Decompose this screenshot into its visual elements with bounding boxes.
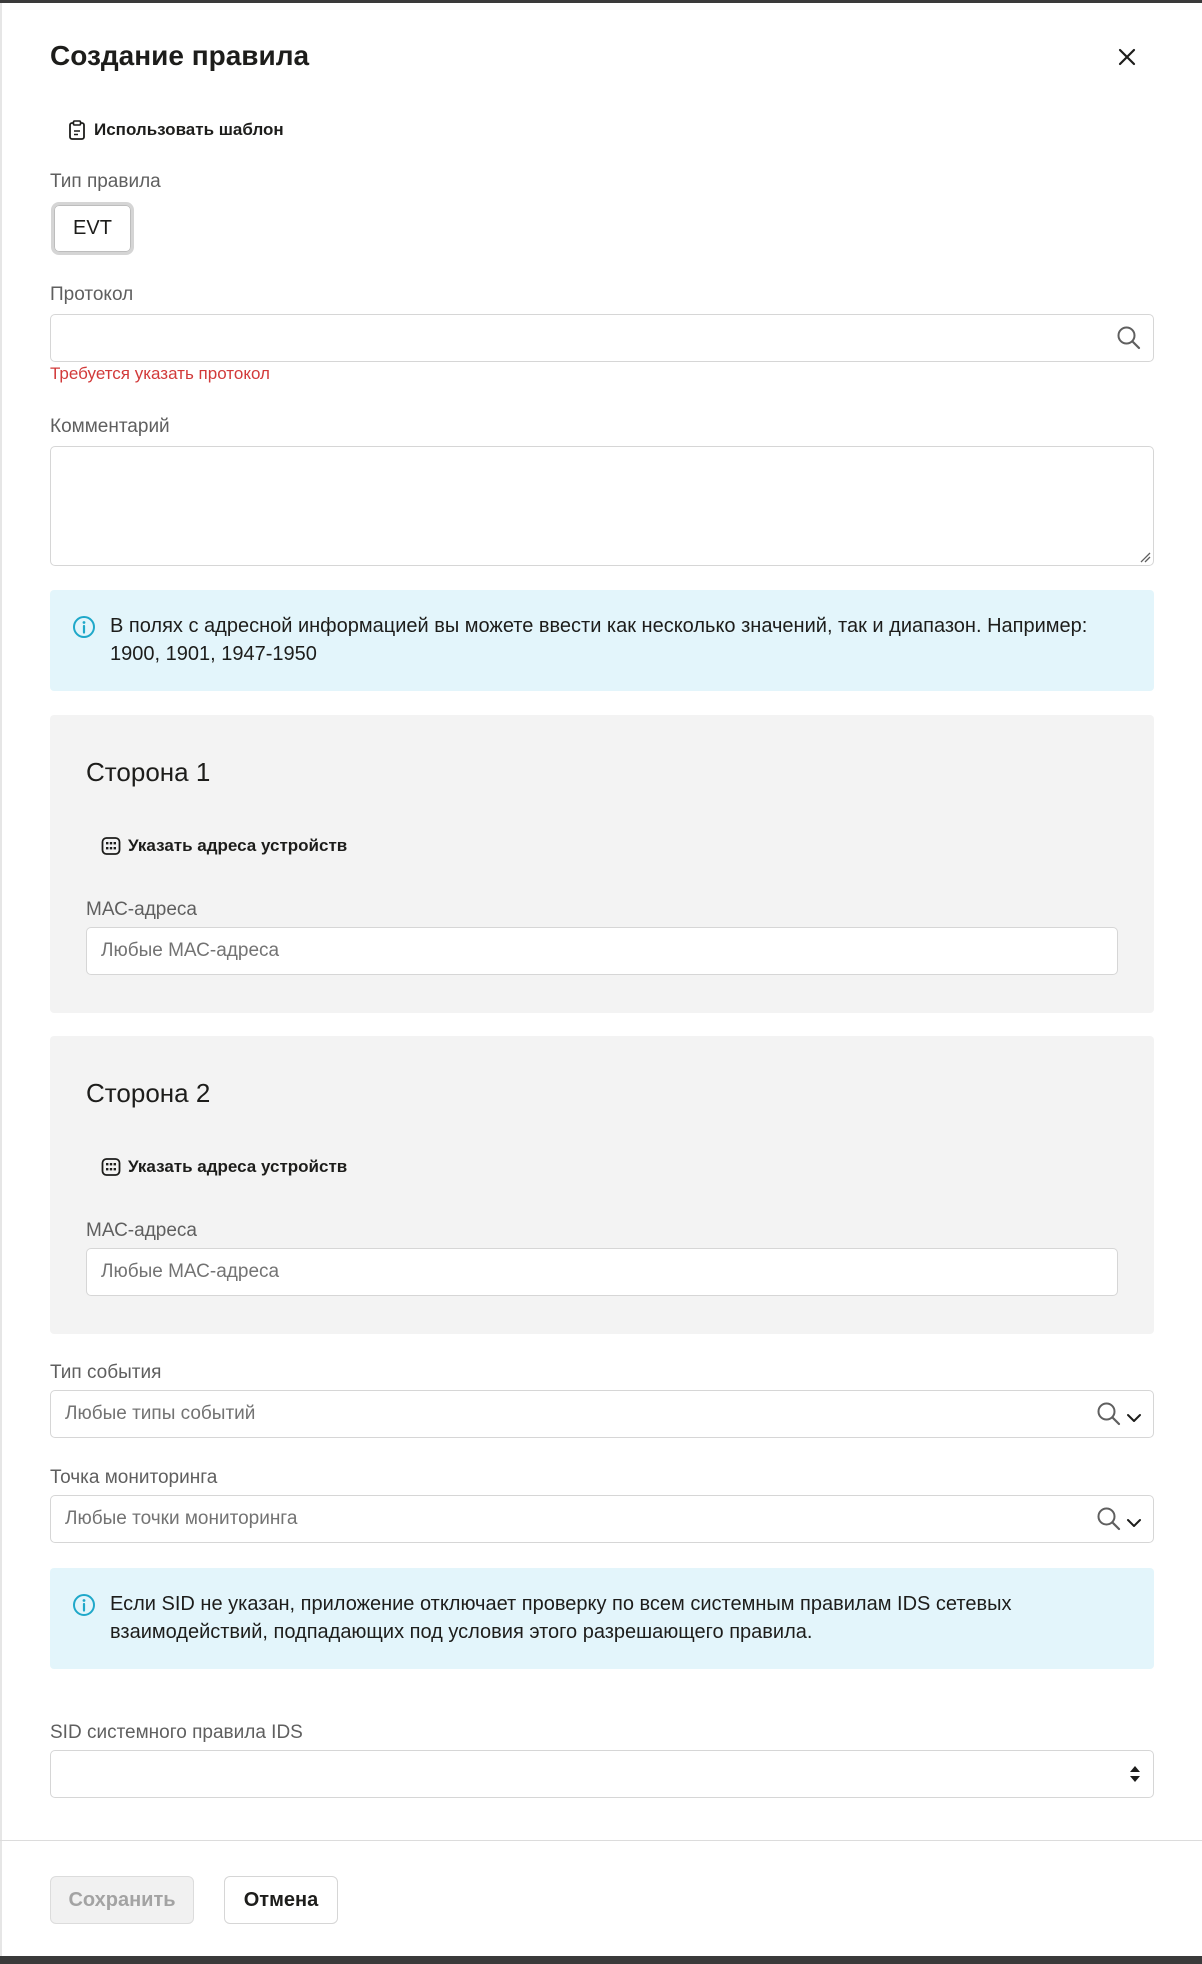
side-1-panel	[50, 715, 1154, 1013]
side-2-mac-placeholder: Любые МАС-адреса	[101, 1261, 280, 1282]
window-left-border	[0, 3, 2, 1956]
save-button[interactable]: Сохранить	[50, 1876, 194, 1924]
event-type-select[interactable]	[50, 1390, 1154, 1438]
address-info-box	[50, 590, 1154, 691]
close-button[interactable]	[1112, 42, 1142, 72]
sid-number-input[interactable]	[50, 1750, 1154, 1798]
side-1-devices-button[interactable]	[100, 835, 347, 857]
clipboard-icon	[66, 119, 88, 141]
monitoring-point-placeholder: Любые точки мониторинга	[65, 1508, 298, 1529]
side-1-mac-input[interactable]	[86, 927, 1118, 975]
info-icon	[72, 615, 96, 639]
sid-info-text: Если SID не указан, приложение отключает проверку по всем системным правилам IDS сетевых взаимодействий, подпадающих под условия этого разрешающего правила.	[110, 1593, 1012, 1643]
close-icon	[1118, 48, 1136, 66]
side-2-mac-input[interactable]	[86, 1248, 1118, 1296]
info-icon	[72, 1593, 96, 1617]
monitoring-point-select[interactable]	[50, 1495, 1154, 1543]
side-1-title: Сторона 1	[86, 757, 211, 787]
use-template-button[interactable]	[66, 119, 284, 141]
window-top-border	[0, 0, 1202, 3]
stepper-icon[interactable]	[1127, 1762, 1143, 1786]
building-icon	[100, 835, 122, 857]
side-2-devices-button[interactable]	[100, 1156, 347, 1178]
chevron-down-icon[interactable]	[1125, 1409, 1143, 1427]
side-2-devices-label: Указать адреса устройств	[128, 1157, 348, 1176]
protocol-error: Требуется указать протокол	[50, 364, 270, 383]
footer-divider	[0, 1840, 1202, 1841]
search-icon[interactable]	[1115, 324, 1143, 352]
use-template-label: Использовать шаблон	[94, 120, 284, 139]
side-2-panel	[50, 1036, 1154, 1334]
protocol-label: Протокол	[50, 284, 134, 305]
search-icon[interactable]	[1095, 1505, 1123, 1533]
event-type-placeholder: Любые типы событий	[65, 1403, 256, 1424]
sid-info-box	[50, 1568, 1154, 1669]
side-2-title: Сторона 2	[86, 1078, 211, 1108]
event-type-label: Тип события	[50, 1362, 162, 1383]
side-2-mac-label: МАС-адреса	[86, 1220, 197, 1241]
side-1-devices-label: Указать адреса устройств	[128, 836, 348, 855]
resize-grip-icon[interactable]	[1139, 551, 1151, 563]
cancel-button[interactable]: Отмена	[224, 1876, 338, 1924]
sid-label: SID системного правила IDS	[50, 1722, 303, 1743]
search-icon[interactable]	[1095, 1400, 1123, 1428]
address-info-text: В полях с адресной информацией вы можете ввести как несколько значений, так и диапазон. Например: 1900, 1901, 1947-1950	[110, 615, 1088, 665]
rule-type-evt-button[interactable]: EVT	[51, 202, 134, 255]
comment-textarea[interactable]	[50, 446, 1154, 566]
side-1-mac-label: МАС-адреса	[86, 899, 197, 920]
monitoring-point-label: Точка мониторинга	[50, 1467, 218, 1488]
comment-label: Комментарий	[50, 416, 170, 437]
protocol-input[interactable]	[50, 314, 1154, 362]
side-1-mac-placeholder: Любые МАС-адреса	[101, 940, 280, 961]
window-bottom-border	[0, 1956, 1202, 1964]
chevron-down-icon[interactable]	[1125, 1514, 1143, 1532]
building-icon	[100, 1156, 122, 1178]
dialog-title: Создание правила	[50, 40, 310, 71]
rule-type-label: Тип правила	[50, 171, 161, 192]
